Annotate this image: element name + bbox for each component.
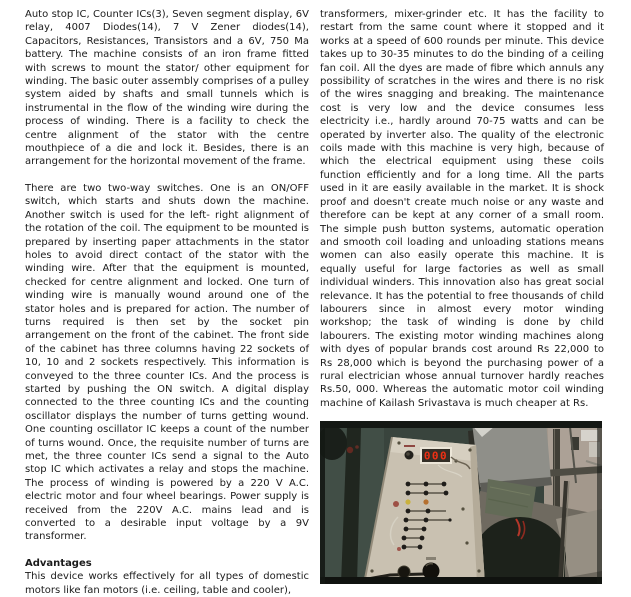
screw bbox=[461, 507, 464, 510]
metal-bracket bbox=[581, 430, 598, 441]
label-smudge bbox=[404, 445, 415, 447]
red-smudge bbox=[355, 445, 359, 449]
right-column bbox=[320, 8, 604, 410]
label-smudge bbox=[426, 557, 436, 560]
display-digits: 000 bbox=[423, 449, 449, 463]
screw bbox=[397, 441, 400, 444]
switch-knob-highlight bbox=[406, 452, 410, 456]
screw bbox=[370, 569, 373, 572]
screw bbox=[468, 448, 471, 451]
knob-large bbox=[423, 563, 440, 580]
advantages-heading: Advantages bbox=[25, 557, 92, 569]
vignette-bottom bbox=[320, 577, 602, 584]
vignette-right bbox=[597, 421, 602, 584]
screw bbox=[465, 541, 468, 544]
paragraph-advantages-continued: transformers, mixer-grinder etc. It has the facility to restart from the same count where it stopped and it works at a speed of 600 rounds per minute. This device takes up to 30-35 minutes to do the binding of a ceiling fan coil. All the dyes are made of fibre which annuls any possibility of scratches in the wires and there is no risk of the wires snagging and breaking. The maintenance cost is very low and the device consumes less electricity i.e., hardly around 70-75 watts and can be operated by inverter also. The quality of the electronic coils made with this machine is very high, because of which the electrical equipment using these coils function efficiently and for a long time. All the parts used in it are easily available in the market. It is shock proof and doesn't create much noise or any waste and therefore can be kept at any corner of a small room. The simple push button systems, automatic operation and smooth coil loading and unloading stations means women can also easily operate this machine. It is equally useful for large factories as well as small individual winders. This innovation also has great social relevance. It has the potential to free thousands of child labourers since in almost every motor winding workshop; the task of winding is done by child labourers. The existing motor winding machines along with dyes of popular brands cost around Rs 22,000 to Rs 28,000 which is beyond the purchasing power of a rural electrician whose annual turnover hardly reaches Rs.50, 000. Whereas the automatic motor coil winding machine of Kailash Srivastava is much cheaper at Rs. bbox=[320, 9, 604, 409]
vignette-top bbox=[320, 421, 602, 428]
paragraph-operation: There are two two-way switches. One is an ON/OFF switch, which starts and shuts down the machine. Another switch is used for the left- right alignment of the rotation of the coil. The equipment to be mounted is prepared by inserting paper attachments in the stator holes to avoid direct contact of the stator with the winding wire. After that the equipment is mounted, checked for centre alignment and locked. One turn of winding wire is manually wound around one of the stator holes and is prepared for action. The number of turns required is then set by the socket pin arrangement on the front of the cabinet. The front side of the cabinet has three columns having 22 sockets of 10, 10 and 2 sockets respectively. This information is conveyed to the three counter ICs. And the process is started by pushing the ON switch. A digital display connected to the three counting ICs and the counting oscillator displays the number of turns getting wound. One counting oscillator IC keeps a count of the number of turns wound. Once, the requisite number of turns are met, the three counter ICs send a signal to the Auto stop IC which activates a relay and stops the machine. The process of winding is powered by a 220 V A.C. electric motor and four wheel bearings. Power supply is received from the 220V A.C. mains lead and is converted to a desirable input voltage by a 9V transformer. bbox=[25, 182, 309, 543]
machine-photo bbox=[320, 421, 602, 584]
paragraph-advantages: This device works effectively for all types of domestic motors like fan motors (i.e. ceiling, table and cooler), bbox=[25, 571, 309, 596]
paragraph-components: Auto stop IC, Counter ICs(3), Seven segment display, 6V relay, 4007 Diodes(14), 7 V Zener diodes(14), Capacitors, Resistances, Transistors and a 6V, 750 Ma battery. The machine consists of an iron frame fitted with screws to mount the stator/ other equipment for winding. The basic outer assembly comprises of a pulley system aided by shafts and small tunnels which is instrumental in the flow of the winding wire during the process of winding. There is a facility to check the centre alignment of the stator with the centre mouthpiece of a die and lock it. Besides, there is an arrangement for the horizontal movement of the frame. bbox=[25, 9, 309, 168]
red-smudge bbox=[347, 447, 353, 453]
knob-small bbox=[398, 566, 410, 578]
red-mark bbox=[397, 547, 401, 551]
machine-photo-illustration bbox=[320, 421, 602, 584]
left-column bbox=[25, 8, 309, 597]
red-mark bbox=[393, 501, 399, 507]
vignette-left bbox=[320, 421, 325, 584]
screw bbox=[477, 569, 480, 572]
